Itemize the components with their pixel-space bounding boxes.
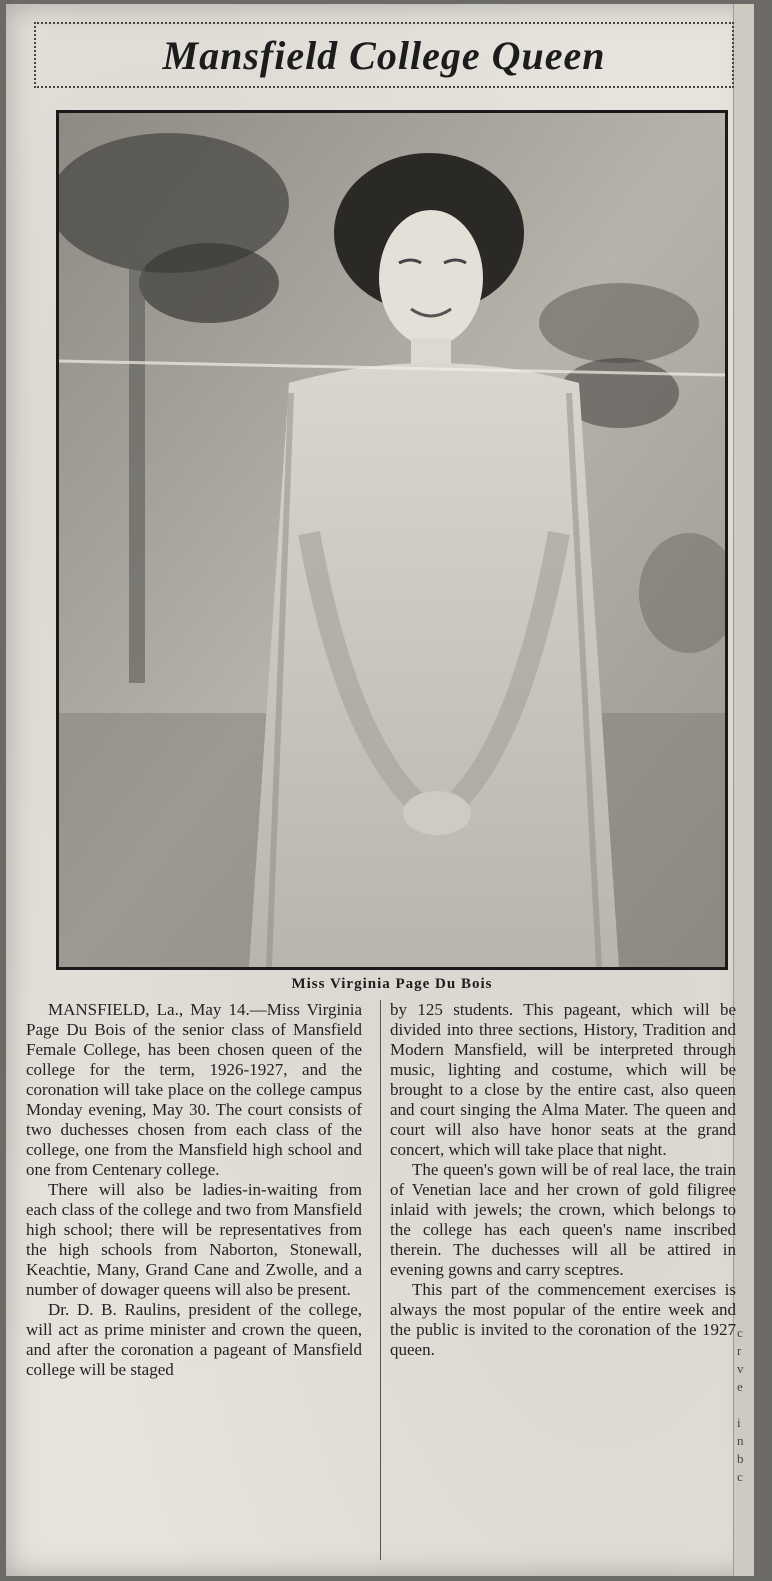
edge-text: c r v e i n b c [737, 1325, 744, 1484]
photo-caption: Miss Virginia Page Du Bois [291, 976, 493, 992]
adjacent-clipping-edge [733, 4, 754, 1576]
portrait-photo [56, 110, 728, 970]
headline: Mansfield College Queen [162, 32, 606, 78]
article-column-right [390, 1000, 736, 1360]
article-column-left [26, 1000, 362, 1380]
headline-box [34, 22, 734, 88]
portrait-illustration [59, 113, 725, 967]
article-paragraph: Dr. D. B. Raulins, president of the college, will act as prime minister and crown the queen, and after the coronation a pageant of Mansfield college will be staged [26, 1300, 362, 1379]
newspaper-clipping [6, 4, 754, 1576]
article-paragraph: MANSFIELD, La., May 14.—Miss Virginia Page Du Bois of the senior class of Mansfield Female College, has been chosen queen of the college for the term, 1926-1927, and the coronation will take place on the college campus Monday evening, May 30. The court consists of two duchesses chosen from each class of the college, one from the Mansfield high school and one from Centenary college. [26, 1000, 362, 1179]
article-paragraph: by 125 students. This pageant, which will be divided into three sections, History, Tradition and Modern Mansfield, will be interpreted through music, lighting and costume, which will be brought to a close by the entire cast, also queen and court singing the Alma Mater. The queen and court will also have honor seats at the grand concert, which will take place that night. [390, 1000, 736, 1159]
article-paragraph: There will also be ladies-in-waiting from each class of the college and two from Mansfield high school; there will be representatives from the high schools from Naborton, Stonewall, Keachtie, Many, Grand Cane and Zwolle, and a number of dowager queens will also be present. [26, 1180, 362, 1299]
column-divider [380, 1000, 381, 1560]
article-paragraph: The queen's gown will be of real lace, the train of Venetian lace and her crown of gold filigree inlaid with jewels; the crown, which belongs to the college has each queen's name inscribed therein. The duchesses will all be attired in evening gowns and carry sceptres. [390, 1160, 736, 1279]
article-paragraph: This part of the commencement exercises is always the most popular of the entire week and the public is invited to the coronation of the 1927 queen. [390, 1280, 736, 1359]
